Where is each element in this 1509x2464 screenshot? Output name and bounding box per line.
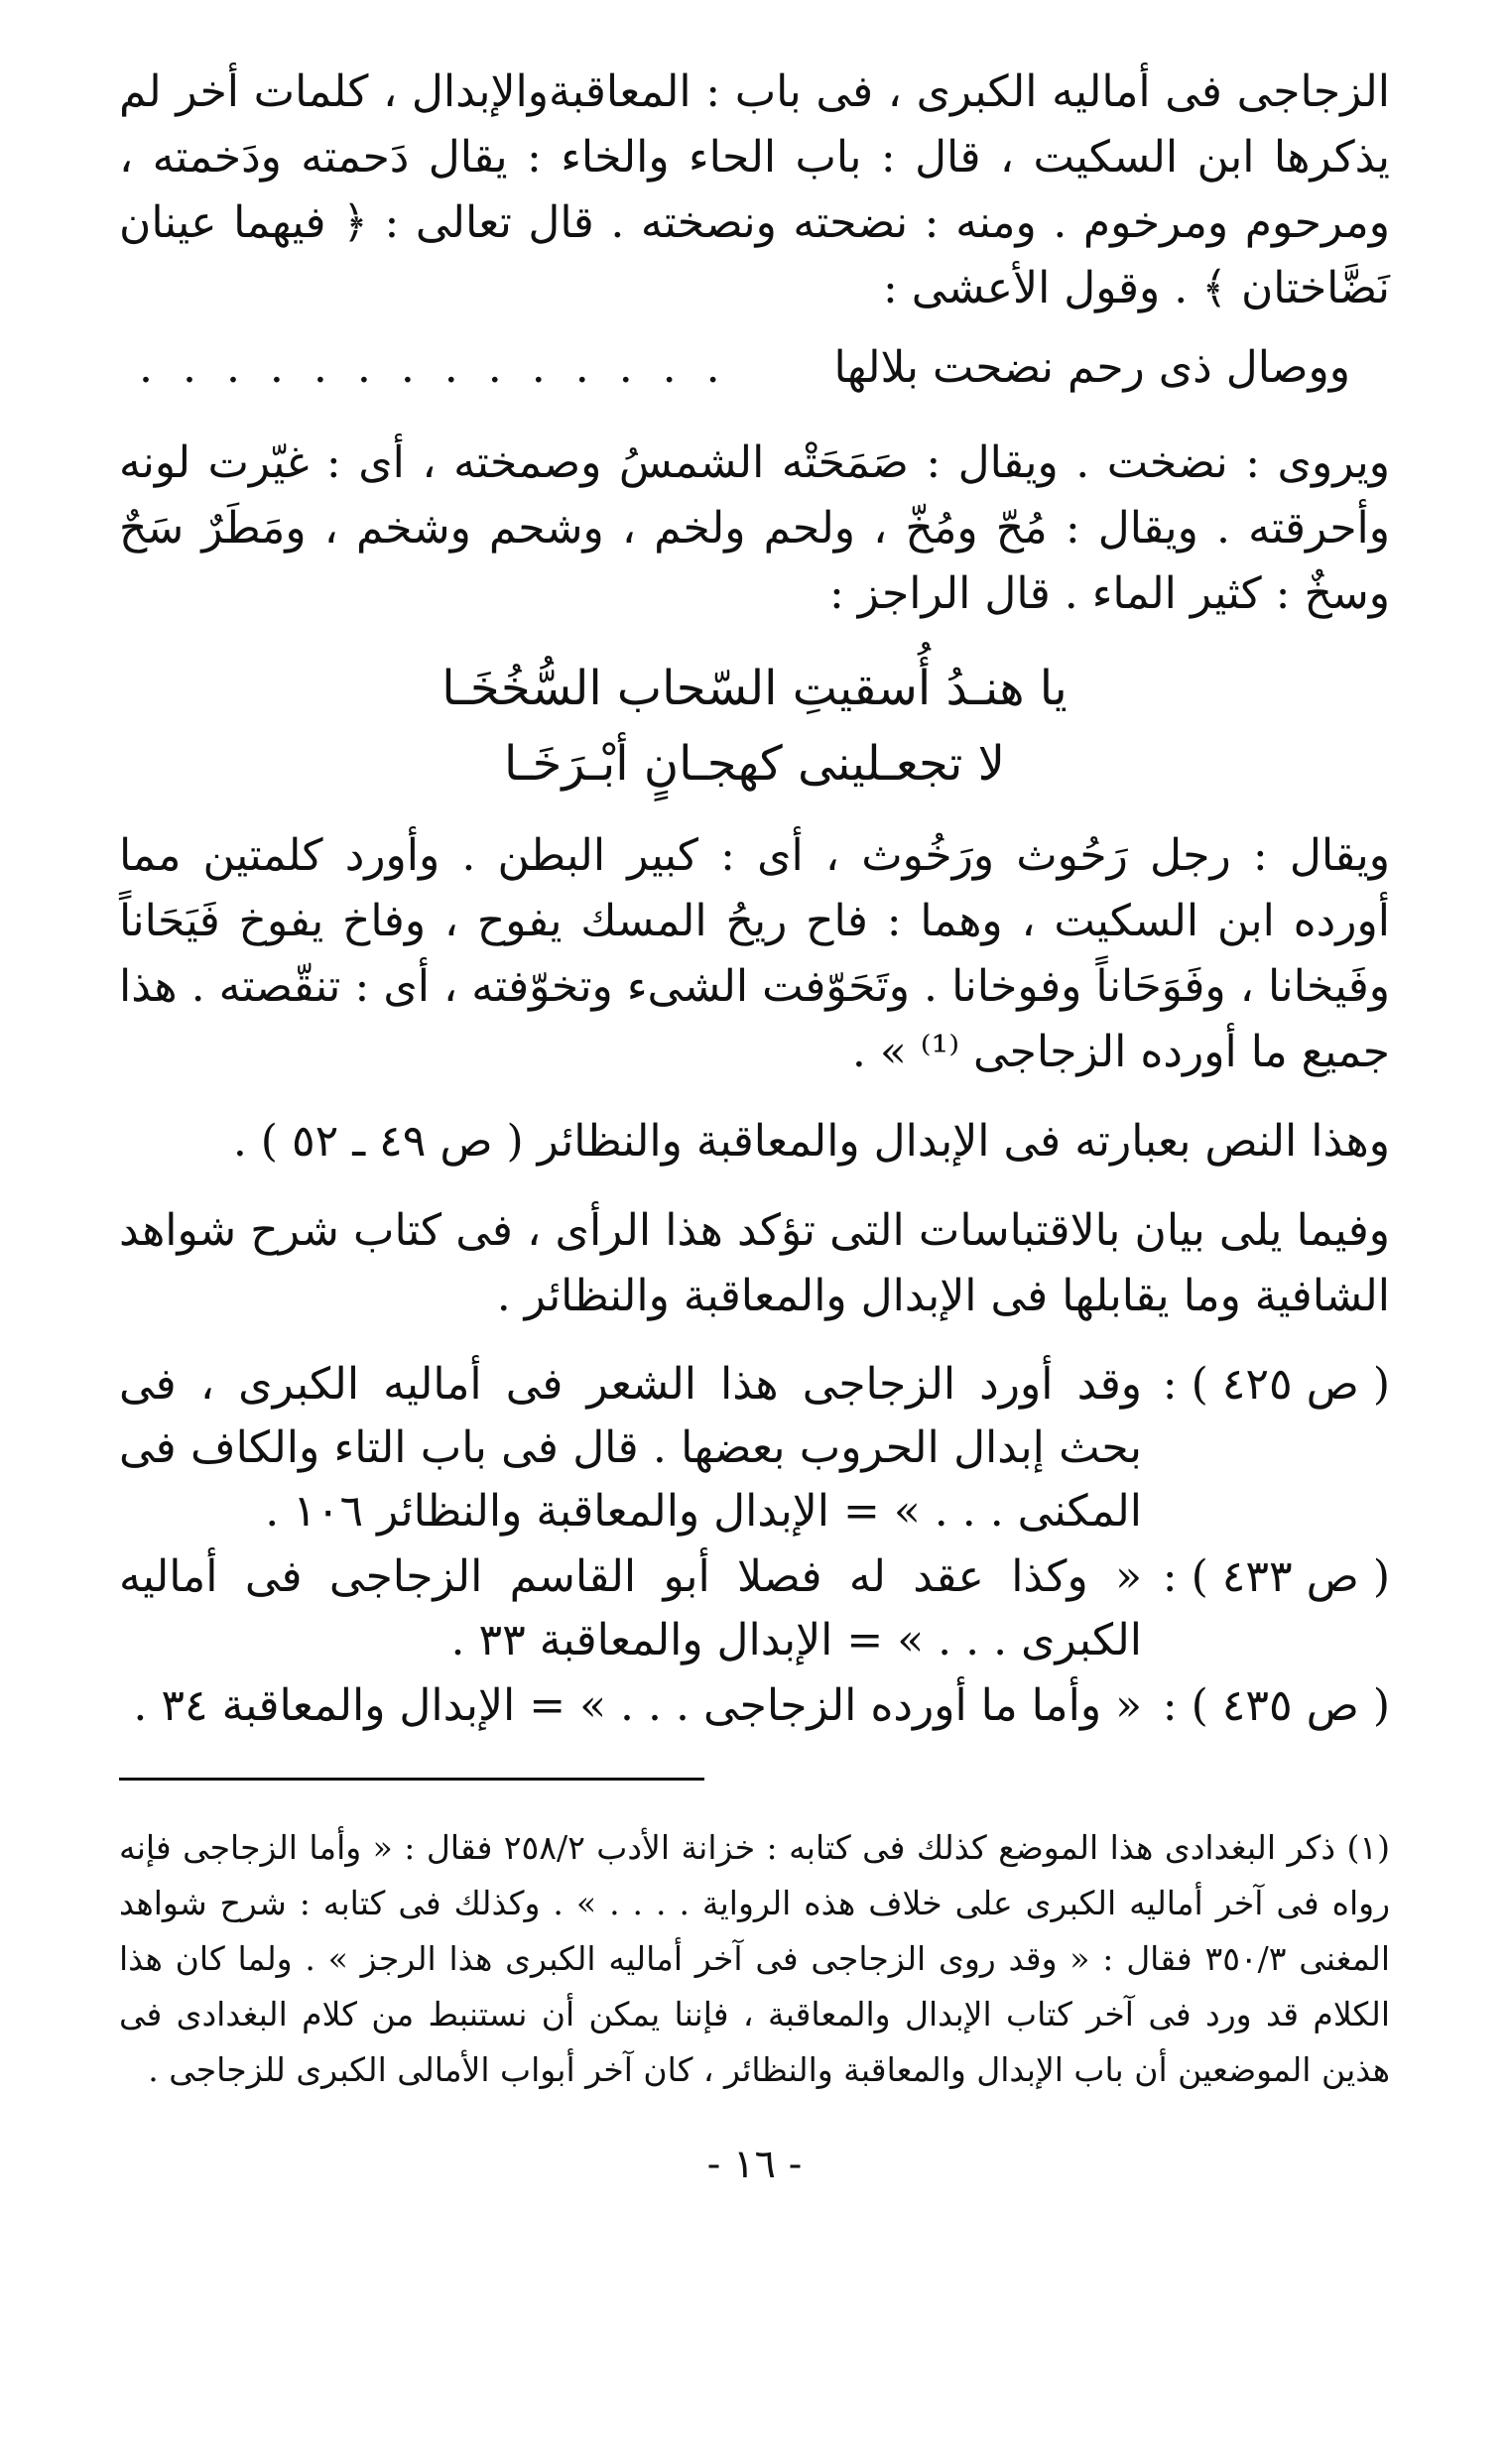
couplet-line-2: لا تجعـلينى كهجـانٍ أبْـرَخَـا xyxy=(503,736,1006,792)
reference-text: وقد أورد الزجاجى هذا الشعر فى أماليه الكبرى ، فى بحث إبدال الحروب بعضها . قال فى باب التاء والكاف فى المكنى . . . » = الإبدال والمعاقبة والنظائر ١٠٦ . xyxy=(119,1359,1142,1537)
verse-text: ووصال ذى رحم نضحت بلالها xyxy=(833,342,1350,393)
footnote: (١) ذكر البغدادى هذا الموضع كذلك فى كتابه : خزانة الأدب ٢٥٨/٢ فقال : « وأما الزجاجى فإنه رواه فى آخر أماليه الكبرى على خلاف هذه الرواية . . . . » . وكذلك فى كتابه : شرح شواهد المغنى ٣٥٠/٣ فقال : « وقد روى الزجاجى فى آخر أماليه الكبرى هذا الرجز » . ولما كان هذا الكلام قد ورد فى آخر كتاب الإبدال والمعاقبة ، فإننا يمكن أن نستنبط من كلام البغدادى فى هذين الموضعين أن باب الإبدال والمعاقبة والنظائر ، كان آخر أبواب الأمالى الكبرى للزجاجى . xyxy=(119,1828,1390,2089)
reference-page: ( ص ٤٣٣ ) : xyxy=(1162,1551,1390,1602)
document-page xyxy=(119,60,1390,2404)
paragraph-2: ويروى : نضخت . ويقال : صَمَحَتْه الشمسُ وصمخته ، أى : غيّرت لونه وأحرقته . ويقال : مُحّ ومُخّ ، ولحم ولخم ، وشحم وشخم ، ومَطَرٌ سَحٌ وسخٌ : كثير الماء . قال الراجز : xyxy=(119,437,1390,619)
couplet-line-1: يا هنـدُ أُسقيتِ السّحاب السُّخُخَـا xyxy=(441,661,1068,716)
reference-page: ( ص ٤٣٥ ) : xyxy=(1162,1680,1390,1731)
reference-page: ( ص ٤٢٥ ) : xyxy=(1162,1359,1390,1410)
reference-list xyxy=(119,1353,1390,1738)
reference-item xyxy=(119,1353,1390,1543)
verse-ellipsis: . . . . . . . . . . . . . . xyxy=(139,342,728,393)
paragraph-4: وهذا النص بعبارته فى الإبدال والمعاقبة والنظائر ( ص ٤٩ ـ ٥٢ ) . xyxy=(232,1116,1390,1167)
paragraph-5: وفيما يلى بيان بالاقتباسات التى تؤكد هذا الرأى ، فى كتاب شرح شواهد الشافية وما يقابلها فى الإبدال والمعاقبة والنظائر . xyxy=(119,1205,1390,1321)
rajaz-couplet xyxy=(119,651,1390,801)
paragraph-3: ويقال : رجل رَحُوث ورَخُوث ، أى : كبير البطن . وأورد كلمتين مما أورده ابن السكيت ، وهما : فاح ريحُ المسك يفوح ، وفاخ يفوخ فَيَحَاناً وفَيخانا ، وفَوَحَاناً وفوخانا . وتَحَوّفت الشىء وتخوّفته ، أى : تنقّصته . هذا جميع ما أورده الزجاجى ⁽¹⁾ » . xyxy=(119,830,1390,1077)
reference-text: « وأما ما أورده الزجاجى . . . » = الإبدال والمعاقبة ٣٤ . xyxy=(133,1680,1142,1731)
reference-item xyxy=(119,1545,1390,1672)
reference-text: « وكذا عقد له فصلا أبو القاسم الزجاجى فى أماليه الكبرى . . . » = الإبدال والمعاقبة ٣٣ . xyxy=(119,1551,1142,1665)
paragraph-1: الزجاجى فى أماليه الكبرى ، فى باب : المعاقبةوالإبدال ، كلمات أخر لم يذكرها ابن السكيت ، قال : باب الحاء والخاء : يقال دَحمته ودَخمته ، ومرحوم ومرخوم . ومنه : نضحته ونصخته . قال تعالى : ﴿ فيهما عينان نَضَّاختان ﴾ . وقول الأعشى : xyxy=(119,66,1390,313)
reference-item xyxy=(119,1674,1390,1738)
footnote-divider xyxy=(119,1778,704,1781)
verse-line xyxy=(139,335,1350,401)
page-number: - ١٦ - xyxy=(706,2142,803,2187)
